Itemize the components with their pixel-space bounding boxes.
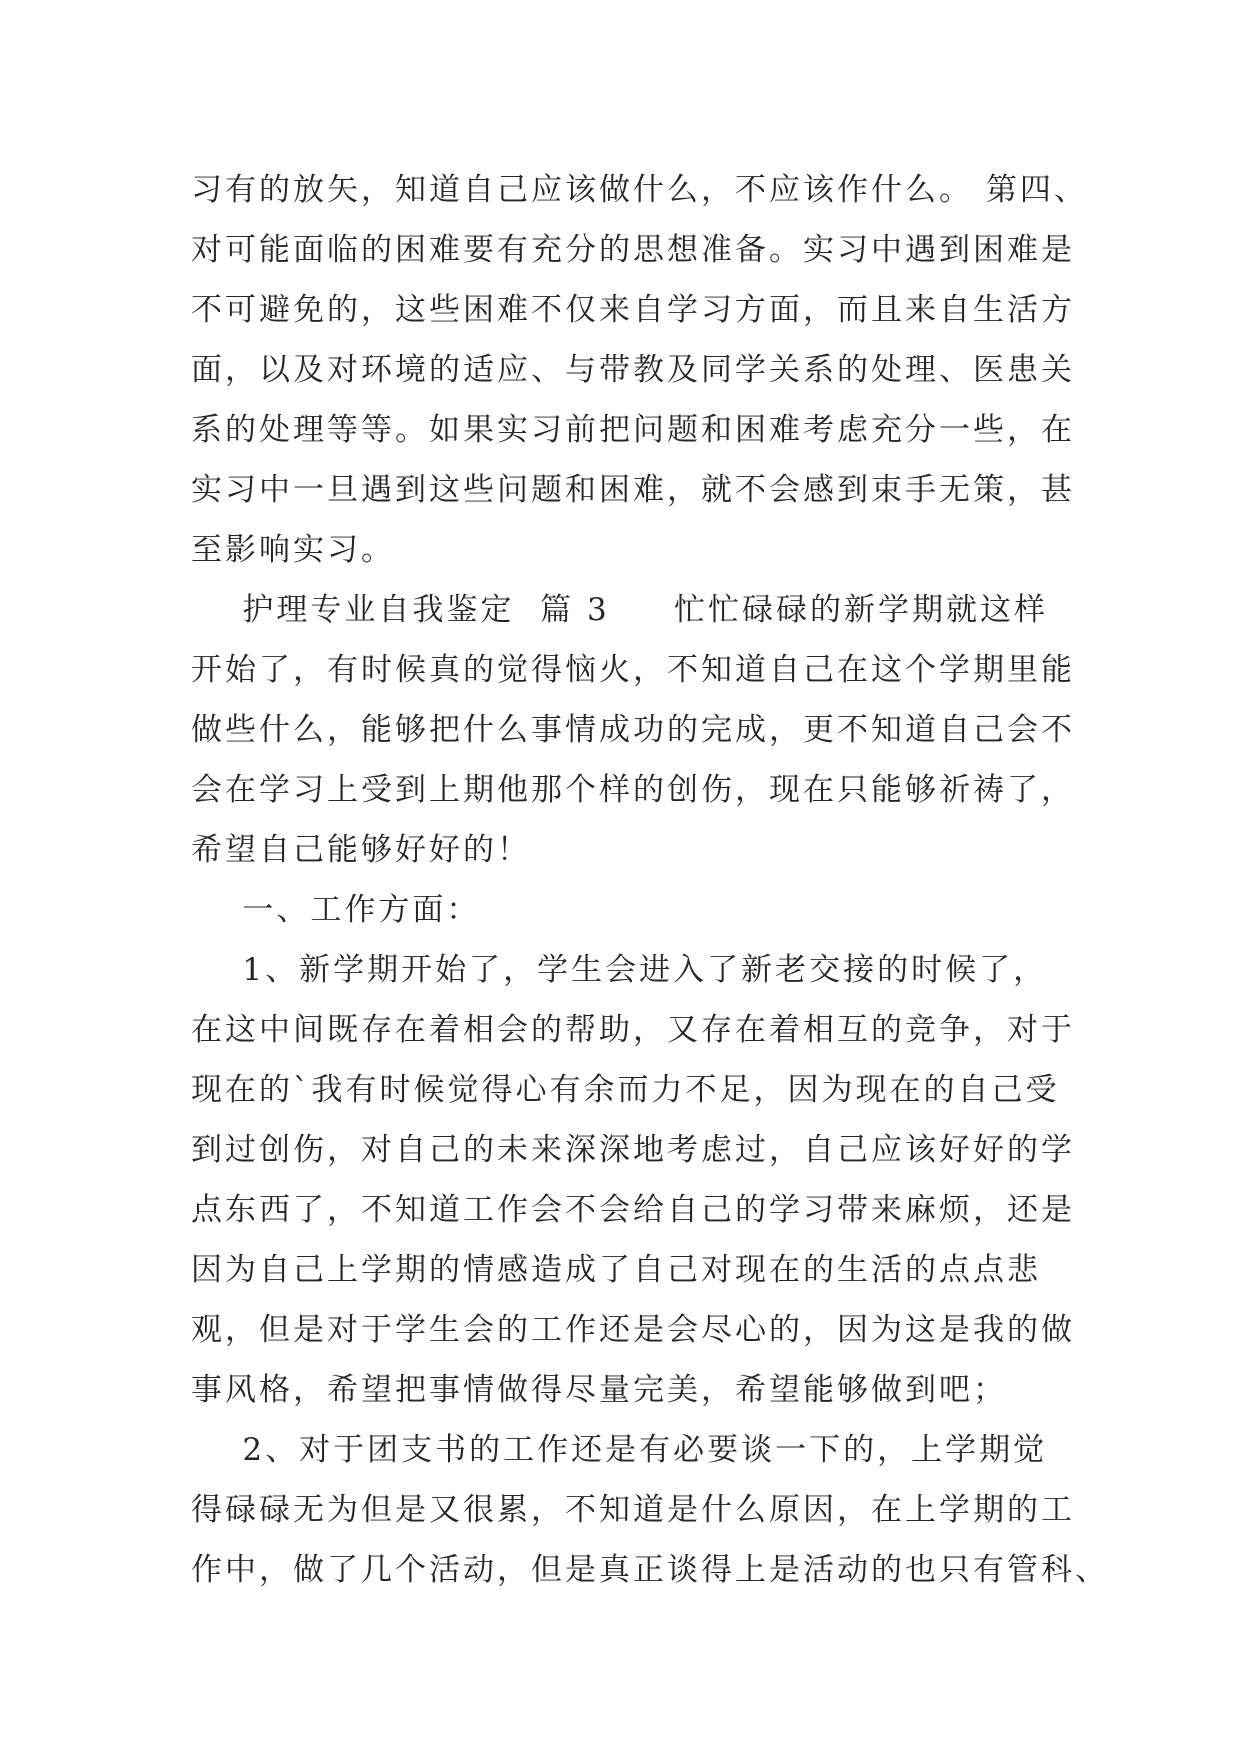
- text-line: 实习中一旦遇到这些问题和困难，就不会感到束手无策，甚: [191, 472, 1075, 508]
- text-line: 面，以及对环境的适应、与带教及同学关系的处理、医患关: [191, 352, 1075, 388]
- text-line: 系的处理等等。如果实习前把问题和困难考虑充分一些，在: [191, 412, 1075, 448]
- text-line: 作中，做了几个活动，但是真正谈得上是活动的也只有管科、: [191, 1552, 1109, 1588]
- text-line: 得碌碌无为但是又很累，不知道是什么原因，在上学期的工: [191, 1492, 1075, 1528]
- text-line: 做些什么，能够把什么事情成功的完成，更不知道自己会不: [191, 712, 1075, 748]
- text-line: 希望自己能够好好的！: [191, 832, 531, 868]
- text-line: 观，但是对于学生会的工作还是会尽心的，因为这是我的做: [191, 1312, 1075, 1348]
- text-line: 在这中间既存在着相会的帮助，又存在着相互的竞争，对于: [191, 1012, 1075, 1048]
- subheading-line: 一、工作方面：: [191, 892, 481, 928]
- text-line: 至影响实习。: [191, 532, 395, 568]
- text-line: 对可能面临的困难要有充分的思想准备。实习中遇到困难是: [191, 232, 1075, 268]
- section-heading-line: 护理专业自我鉴定 篇 3 忙忙碌碌的新学期就这样: [191, 592, 1048, 628]
- text-line: 不可避免的，这些困难不仅来自学习方面，而且来自生活方: [191, 292, 1075, 328]
- text-line: 点东西了，不知道工作会不会给自己的学习带来麻烦，还是: [191, 1192, 1075, 1228]
- text-line: 因为自己上学期的情感造成了自己对现在的生活的点点悲: [191, 1252, 1041, 1288]
- text-line: 2、对于团支书的工作还是有必要谈一下的，上学期觉: [191, 1432, 1048, 1468]
- text-line: 1、新学期开始了，学生会进入了新老交接的时候了，: [191, 952, 1048, 988]
- text-line: 到过创伤，对自己的未来深深地考虑过，自己应该好好的学: [191, 1132, 1075, 1168]
- document-body: [191, 160, 1109, 1600]
- text-line: 开始了，有时候真的觉得恼火，不知道自己在这个学期里能: [191, 652, 1075, 688]
- text-line: 事风格，希望把事情做得尽量完美，希望能够做到吧；: [191, 1372, 1007, 1408]
- text-line: 现在的`我有时候觉得心有余而力不足，因为现在的自己受: [191, 1072, 1060, 1108]
- text-line: 会在学习上受到上期他那个样的创伤，现在只能够祈祷了，: [191, 772, 1075, 808]
- text-line: 习有的放矢，知道自己应该做什么，不应该作什么。 第四、: [191, 172, 1088, 208]
